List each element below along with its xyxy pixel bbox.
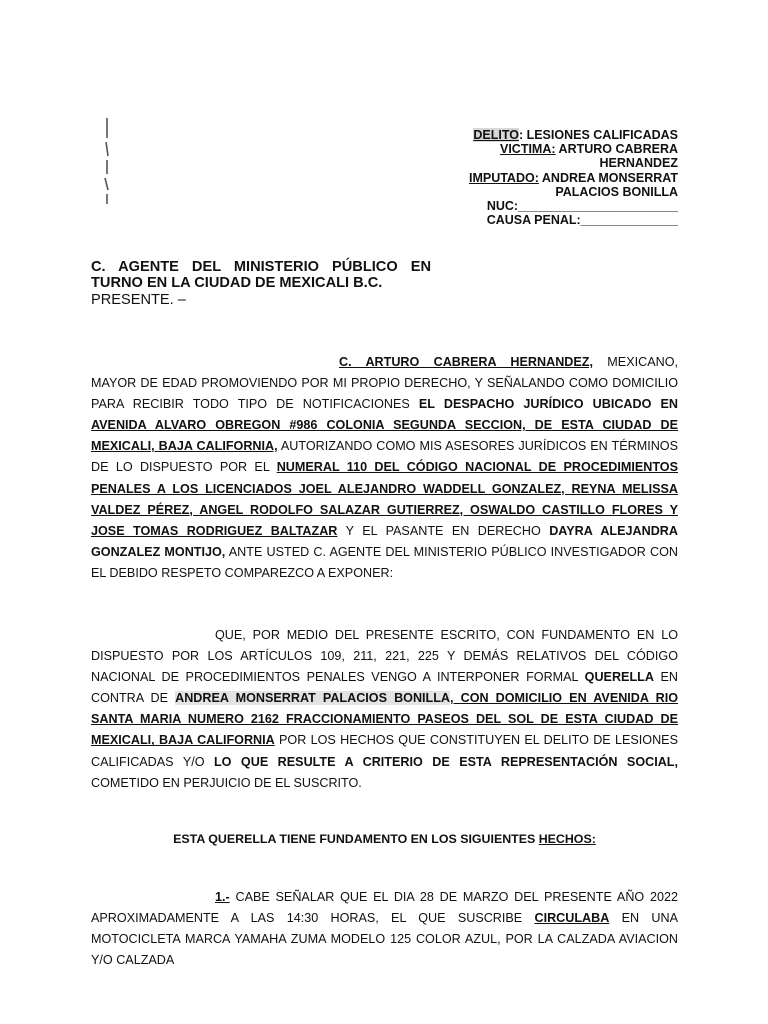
para2-text-2: EN CONTRA DE (91, 670, 678, 706)
case-info-block (438, 128, 678, 227)
delito-line (438, 128, 678, 142)
imputado-line (438, 171, 678, 185)
paragraph-comparecencia (91, 352, 678, 584)
promovente-name: C. ARTURO CABRERA HERNANDEZ, (339, 355, 593, 369)
delito-value: : LESIONES CALIFICADAS (518, 128, 678, 142)
causa-penal-line (438, 213, 678, 227)
para1-text-2: AUTORIZANDO COMO MIS ASESORES JURÍDICOS EN TÉRMINOS DE LO DISPUESTO POR EL (91, 439, 678, 475)
delito-label: DELITO (473, 128, 519, 142)
paragraph-querella (91, 625, 678, 794)
imputado-label: IMPUTADO: (468, 170, 539, 185)
victima-line (438, 142, 678, 156)
nuc-blank: _______________________ (518, 199, 678, 214)
imputado-value: ANDREA MONSERRAT (538, 170, 678, 185)
victima-value: ARTURO CABRERA (555, 142, 678, 157)
domicilio-despacho: AVENIDA ALVARO OBREGON #986 COLONIA SEGUNDA SECCION, DE ESTA CIUDAD DE MEXICALI, BAJA CALIFORNIA, (91, 418, 678, 454)
imputado-name: ANDREA MONSERRAT PALACIOS BONILLA (175, 691, 451, 706)
para3-text-2: EN UNA MOTOCICLETA MARCA YAMAHA ZUMA MODELO 125 COLOR AZUL, POR LA CALZADA AVIACION Y/O CALZADA (91, 911, 678, 968)
pasante-name: DAYRA ALEJANDRA GONZALEZ MONTIJO, (91, 523, 678, 559)
para2-text-1: QUE, POR MEDIO DEL PRESENTE ESCRITO, CON FUNDAMENTO EN LO DISPUESTO POR LOS ARTÍCULOS 109, 211, 221, 225 Y DEMÁS RELATIVOS DEL CÓDIGO NACIONAL DE PROCEDIMIENTOS PENALES VENGO A INTERPONER FORMAL (91, 628, 678, 685)
margin-stamp-mark (101, 116, 113, 206)
paragraph-hecho-1 (91, 887, 678, 971)
addressee-line-2: TURNO EN LA CIUDAD DE MEXICALI B.C. (91, 275, 383, 292)
victima-line-2: HERNANDEZ (599, 156, 678, 171)
para1-text-1: MEXICANO, MAYOR DE EDAD PROMOVIENDO POR MI PROPIO DERECHO, Y SEÑALANDO COMO DOMICILIO PARA RECIBIR TODO TIPO DE NOTIFICACIONES (91, 355, 678, 412)
para2-text-4: COMETIDO EN PERJUICIO DE EL SUSCRITO. (91, 775, 362, 790)
circulaba-word: CIRCULABA (534, 911, 610, 926)
addressee-line-1: C. AGENTE DEL MINISTERIO PÚBLICO EN (91, 259, 431, 275)
domicilio-imputado: , CON DOMICILIO EN AVENIDA RIO SANTA MARIA NUMERO 2162 FRACCIONAMIENTO PASEOS DEL SOL DE ESTA CIUDAD DE MEXICALI, BAJA CALIFORNIA (91, 691, 678, 748)
para1-text-4: ANTE USTED C. AGENTE DEL MINISTERIO PÚBLICO INVESTIGADOR CON EL DEBIDO RESPETO COMPAREZCO A EXPONER: (91, 544, 679, 580)
querella-word: QUERELLA (584, 670, 654, 685)
para1-text-3: Y EL PASANTE EN DERECHO (337, 523, 550, 538)
hechos-heading-text: ESTA QUERELLA TIENE FUNDAMENTO EN LOS SIGUIENTES (173, 832, 539, 846)
asesores-juridicos: NUMERAL 110 DEL CÓDIGO NACIONAL DE PROCEDIMIENTOS PENALES A LOS LICENCIADOS JOEL ALEJANDRO WADDELL GONZALEZ, REYNA MELISSA VALDEZ PÉREZ, ANGEL RODOLFO SALAZAR GUTIERREZ, OSWALDO CASTILLO FLORES Y JOSE TOMAS RODRIGUEZ BALTAZAR (91, 460, 678, 538)
causa-penal-label: CAUSA PENAL: (486, 213, 581, 228)
para3-text-1: CABE SEÑALAR QUE EL DIA 28 DE MARZO DEL PRESENTE AÑO 2022 APROXIMADAMENTE A LAS 14:30 HORAS, EL QUE SUSCRIBE (91, 890, 678, 926)
para2-text-3: POR LOS HECHOS QUE CONSTITUYEN EL DELITO DE LESIONES CALIFICADAS Y/O (91, 733, 678, 769)
para1-despacho: EL DESPACHO JURÍDICO UBICADO EN (418, 397, 678, 412)
hechos-word: HECHOS: (538, 832, 596, 846)
imputado-line-2: PALACIOS BONILLA (555, 184, 678, 199)
nuc-line (438, 199, 678, 213)
causa-penal-blank: ______________ (580, 213, 678, 228)
nuc-label: NUC: (486, 199, 519, 214)
criterio-representacion: LO QUE RESULTE A CRITERIO DE ESTA REPRESENTACIÓN SOCIAL, (213, 754, 679, 769)
victima-label: VICTIMA: (499, 142, 556, 157)
hechos-heading (91, 832, 678, 846)
hecho-number: 1.- (215, 890, 230, 904)
presente-line: PRESENTE. – (91, 291, 186, 308)
addressee-block (91, 259, 431, 308)
